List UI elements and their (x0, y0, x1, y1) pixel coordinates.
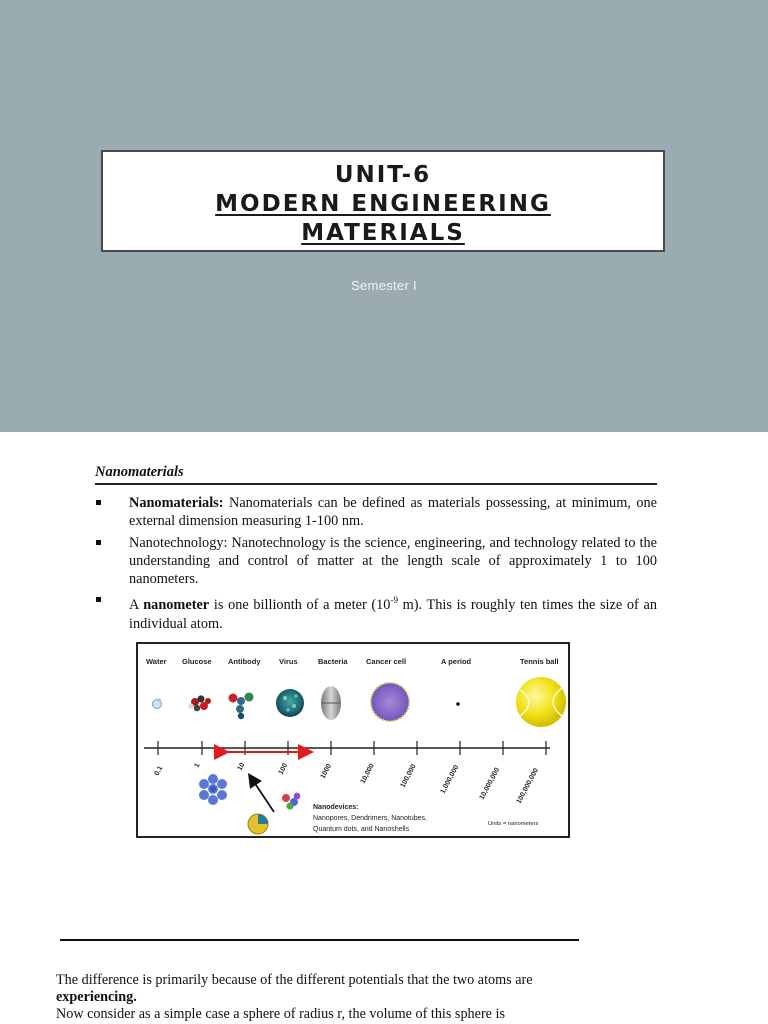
section-heading: Nanomaterials (95, 464, 184, 480)
unit-title: UNIT-6 (334, 162, 432, 188)
tennis-ball-icon (516, 677, 566, 727)
label-virus: Virus (279, 657, 298, 666)
tick-label-1: 1 (193, 762, 202, 769)
body-line3: Now consider as a simple case a sphere of radius r, the volume of this sphere is (56, 1006, 505, 1022)
tick-label-10: 10 (236, 761, 247, 772)
bullet-exponent: -9 (390, 595, 398, 606)
nanoshell-sphere-icon (248, 814, 268, 834)
period-dot-icon (456, 702, 460, 706)
semester-subtitle: Semester I (351, 278, 417, 293)
bullet-mid: is one billionth of a meter (10 (209, 597, 391, 614)
body-text (56, 972, 596, 1023)
body-line2: experiencing. (56, 989, 137, 1005)
tick-label-10000000: 10,000,000 (478, 766, 502, 801)
label-glucose: Glucose (182, 657, 212, 666)
content-slide (0, 868, 768, 1024)
bullet-nanometer (95, 591, 657, 632)
quantum-dots-icon (282, 793, 300, 810)
bullet-square-icon (96, 540, 101, 545)
tick-label-100000000: 100,000,000 (515, 767, 541, 805)
bullet-post: m). This is roughly ten times the size of an individual atom. (129, 597, 658, 632)
title-slide (0, 0, 768, 432)
bacteria-icon (321, 686, 341, 720)
water-molecule-icon (153, 698, 162, 708)
label-bacteria: Bacteria (318, 657, 348, 666)
label-a-period: A period (441, 657, 472, 666)
pointer-arrow (250, 776, 274, 812)
tick-label-0-1: 0.1 (153, 765, 165, 777)
label-water: Water (146, 657, 167, 666)
bullet-text: Nanomaterials can be defined as materials possessing, at minimum, one external dimension measuring 1-100 nm. (129, 495, 657, 530)
bullet-text: Nanotechnology: Nanotechnology is the science, engineering, and technology related to the understanding and control of matter at the length scale of approximately 1 to 100 nanometers. (129, 534, 657, 588)
bullet-term: Nanomaterials: (129, 495, 224, 511)
label-tennis-ball: Tennis ball (520, 657, 559, 666)
nanodevices-title: Nanodevices: (313, 804, 359, 811)
cancer-cell-icon (371, 683, 409, 721)
label-cancer-cell: Cancer cell (366, 657, 407, 666)
nanomaterials-slide (0, 434, 768, 866)
bullet-square-icon (96, 500, 101, 505)
bullet-nanotechnology (95, 534, 657, 589)
dendrimer-flower-icon (199, 774, 227, 805)
body-line1: The difference is primarily because of the different potentials that the two atoms are (56, 972, 533, 988)
bullet-list (95, 494, 657, 636)
tick-label-1000000: 1,000,000 (439, 764, 461, 795)
size-scale-figure (136, 642, 570, 838)
nanodevices-line1: Nanopores, Dendrimers, Nanotubes, (313, 815, 428, 822)
size-scale-svg (138, 644, 568, 836)
bullet-nanomaterials (95, 494, 657, 531)
course-title-line2: MATERIALS (301, 220, 465, 246)
antibody-icon (229, 693, 254, 720)
course-title-line1: MODERN ENGINEERING (215, 191, 551, 217)
tick-label-100000: 100,000 (399, 763, 418, 789)
bullet-pre: A (129, 597, 144, 614)
units-label: Units = nanometers (488, 821, 539, 827)
tick-label-100: 100 (277, 762, 290, 776)
tick-label-10000: 10,000 (359, 762, 376, 785)
title-box (101, 150, 665, 252)
glucose-molecule-icon (188, 695, 211, 711)
bullet-term: nanometer (143, 597, 210, 614)
virus-icon (276, 689, 304, 717)
separator-rule (60, 939, 579, 941)
bullet-square-icon (96, 597, 101, 602)
nanodevices-line2: Quantum dots, and Nanoshells (313, 826, 410, 833)
heading-rule (95, 483, 657, 485)
tick-label-1000: 1000 (319, 762, 334, 780)
label-antibody: Antibody (228, 657, 261, 666)
